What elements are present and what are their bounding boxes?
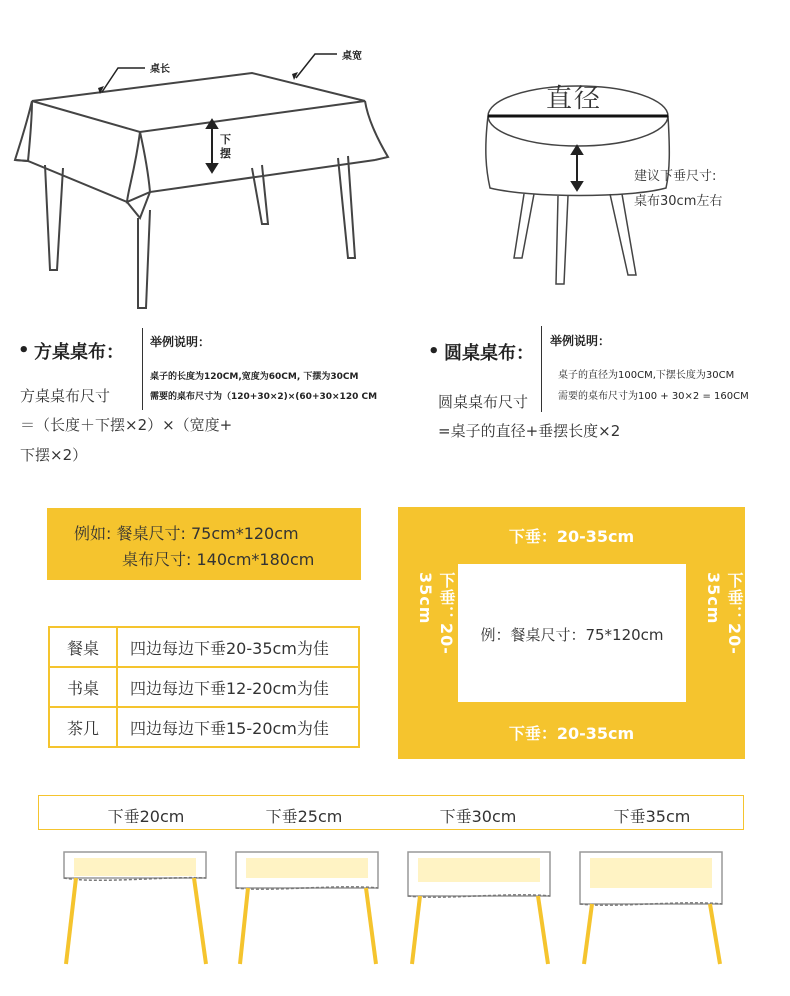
round-example-line-2: 需要的桌布尺寸为100 + 30×2 = 160CM (558, 391, 749, 402)
round-example-line-1: 桌子的直径为100CM,下摆长度为30CM (558, 370, 735, 381)
square-formula-label: 方桌桌布尺寸 (20, 387, 111, 405)
width-label: 桌宽 (342, 51, 362, 62)
small-table-30 (402, 848, 558, 970)
suggest-line-2: 桌布30cm左右 (634, 194, 723, 209)
drop-frame-right-label: 下垂：20-35cm (704, 572, 744, 655)
drop-length-30: 下垂30cm (439, 807, 517, 826)
table-type-cell: 书桌 (49, 667, 117, 707)
square-example-line-1: 桌子的长度为120CM,宽度为60CM, 下摆为30CM (150, 372, 359, 382)
table-type-cell: 茶几 (49, 707, 117, 747)
drop-length-25: 下垂25cm (265, 807, 343, 826)
square-title: 方桌桌布： (34, 342, 124, 363)
square-formula-line-1: ＝（长度＋下摆×2）×（宽度+ (20, 416, 233, 434)
example-line-1: 例如: 餐桌尺寸: 75cm*120cm (74, 524, 299, 543)
small-table-25 (230, 848, 386, 970)
table-row (49, 627, 359, 667)
drop-guide-table (48, 626, 360, 748)
square-table-diagram (0, 40, 400, 320)
square-example-title: 举例说明： (150, 335, 211, 349)
round-formula-label: 圆桌桌布尺寸 (438, 393, 529, 411)
small-table-20 (58, 848, 214, 970)
drop-frame-bottom-label: 下垂：20-35cm (508, 724, 635, 743)
suggest-line-1: 建议下垂尺寸: (634, 169, 717, 184)
square-bullet: • (18, 340, 30, 361)
drop-frame-left-label: 下垂：20-35cm (416, 572, 456, 655)
square-divider (142, 328, 143, 410)
diameter-label: 直径 (546, 84, 603, 114)
drop-frame-top-label: 下垂：20-35cm (508, 527, 635, 546)
small-table-35 (574, 848, 730, 970)
table-desc-cell: 四边每边下垂15-20cm为佳 (117, 707, 359, 747)
round-formula-line-1: =桌子的直径+垂摆长度×2 (438, 422, 621, 440)
length-label: 桌长 (150, 64, 170, 75)
round-divider (541, 326, 542, 412)
round-title: 圆桌桌布： (444, 343, 534, 364)
drop-frame-center-text: 例：餐桌尺寸：75*120cm (480, 626, 664, 644)
table-row (49, 707, 359, 747)
drop-label-1: 下 (220, 133, 231, 146)
example-line-2: 桌布尺寸: 140cm*180cm (122, 550, 315, 569)
drop-label-2: 摆 (220, 147, 231, 160)
table-type-cell: 餐桌 (49, 627, 117, 667)
round-bullet: • (428, 341, 440, 362)
square-formula-line-2: 下摆×2） (20, 446, 88, 464)
table-desc-cell: 四边每边下垂20-35cm为佳 (117, 627, 359, 667)
square-example-line-2: 需要的桌布尺寸为（120+30×2)×(60+30×120 CM (150, 392, 378, 402)
table-desc-cell: 四边每边下垂12-20cm为佳 (117, 667, 359, 707)
drop-length-20: 下垂20cm (107, 807, 185, 826)
table-row (49, 667, 359, 707)
round-example-title: 举例说明： (550, 334, 611, 348)
drop-length-35: 下垂35cm (613, 807, 691, 826)
